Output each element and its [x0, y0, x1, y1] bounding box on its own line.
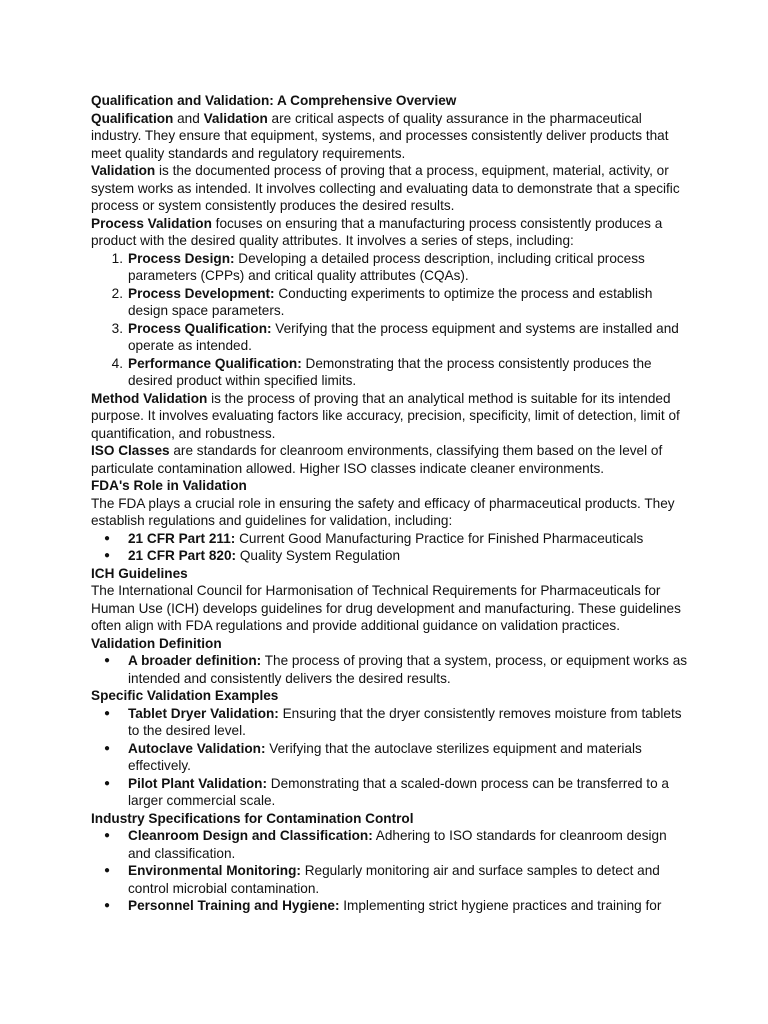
- list-item: [91, 355, 688, 390]
- ich-heading: ICH Guidelines: [91, 565, 188, 581]
- list-item-term: Process Qualification:: [128, 320, 272, 336]
- validation-paragraph: [91, 162, 688, 215]
- method-validation-paragraph: [91, 390, 688, 443]
- list-item: [91, 862, 688, 897]
- list-item-text: Demonstrating that a scaled-down process can be transferred to a larger commercial scale.: [128, 775, 669, 808]
- intro-bold-qualification: Qualification: [91, 110, 174, 126]
- bullet-icon: ●: [104, 830, 111, 841]
- list-item-text: Current Good Manufacturing Practice for Finished Pharmaceuticals: [235, 530, 644, 546]
- fda-heading: FDA's Role in Validation: [91, 478, 247, 493]
- intro-bold-validation: Validation: [203, 110, 268, 126]
- list-item-text: Verifying that the process equipment and systems are installed and operate as intended.: [128, 320, 679, 353]
- list-item-term: Cleanroom Design and Classification:: [128, 828, 373, 843]
- list-number: 4.: [111, 355, 123, 371]
- list-item-term: Environmental Monitoring:: [128, 863, 301, 878]
- document-title: Qualification and Validation: A Comprehensive Overview: [91, 93, 457, 108]
- list-item: [91, 827, 688, 862]
- list-item: [91, 285, 688, 320]
- list-item-term: A broader definition:: [128, 653, 262, 668]
- bullet-icon: ●: [104, 865, 111, 876]
- list-item-term: Pilot Plant Validation:: [128, 775, 267, 791]
- list-item: [91, 652, 688, 687]
- list-item-term: Autoclave Validation:: [128, 740, 266, 756]
- list-item-text: The process of proving that a system, process, or equipment works as intended and consistently delivers the desired results.: [128, 653, 688, 686]
- list-item-term: Performance Qualification:: [128, 355, 302, 371]
- iso-classes-term: ISO Classes: [91, 443, 170, 458]
- definition-list: [91, 652, 688, 687]
- contamination-list: [91, 827, 688, 915]
- bullet-icon: ●: [104, 532, 111, 544]
- list-item-term: Personnel Training and Hygiene:: [128, 898, 340, 913]
- bullet-icon: ●: [104, 550, 111, 561]
- list-item-text: Quality System Regulation: [236, 548, 401, 563]
- list-item-text: Ensuring that the dryer consistently removes moisture from tablets to the desired level.: [128, 705, 682, 738]
- method-validation-text: is the process of proving that an analytical method is suitable for its intended purpose. It involves evaluating factors like accuracy, precision, specificity, limit of detection, limit of quantification, and robustness.: [91, 390, 680, 441]
- bullet-icon: ●: [104, 742, 111, 754]
- iso-classes-paragraph: [91, 442, 688, 477]
- list-item: [91, 250, 688, 285]
- list-item: [91, 705, 688, 740]
- list-item-term: 21 CFR Part 820:: [128, 548, 237, 563]
- list-number: 1.: [111, 250, 123, 266]
- bullet-icon: ●: [104, 655, 111, 666]
- contamination-heading: Industry Specifications for Contamination Control: [91, 810, 414, 826]
- list-item-text: Developing a detailed process description, including critical process parameters (CPPs) and critical quality attributes (CQAs).: [128, 250, 645, 283]
- examples-list: [91, 705, 688, 810]
- process-validation-paragraph: [91, 215, 688, 250]
- list-item-term: Tablet Dryer Validation:: [128, 705, 279, 721]
- list-item-text: Implementing strict hygiene practices and training for: [339, 898, 662, 913]
- fda-paragraph: The FDA plays a crucial role in ensuring the safety and efficacy of pharmaceutical products. They establish regulations and guidelines for validation, including:: [91, 495, 675, 528]
- list-item-text: Verifying that the autoclave sterilizes equipment and materials effectively.: [128, 740, 642, 773]
- method-validation-term: Method Validation: [91, 390, 208, 406]
- list-number: 3.: [111, 320, 123, 336]
- intro-text-and: and: [173, 110, 204, 126]
- iso-classes-text: are standards for cleanroom environments, classifying them based on the level of particulate contamination allowed. Higher ISO classes indicate cleaner environments.: [91, 443, 663, 476]
- list-item-term: Process Development:: [128, 285, 275, 301]
- list-item: [91, 547, 688, 565]
- process-validation-term: Process Validation: [91, 215, 212, 231]
- ich-paragraph: The International Council for Harmonisation of Technical Requirements for Pharmaceuticals for Human Use (ICH) develops guidelines for drug development and manufacturing. These guidelines often align with FDA regulations and provide additional guidance on validation practices.: [91, 583, 681, 633]
- list-item-text: Demonstrating that the process consistently produces the desired product within specified limits.: [128, 355, 652, 388]
- list-item: [91, 897, 688, 915]
- bullet-icon: ●: [104, 900, 111, 911]
- list-item-text: Regularly monitoring air and surface samples to detect and control microbial contamination.: [128, 863, 660, 896]
- bullet-icon: ●: [104, 777, 111, 789]
- intro-text: are critical aspects of quality assurance in the pharmaceutical industry. They ensure that equipment, systems, and processes consistently deliver products that meet quality standards and regulatory requirements.: [91, 110, 669, 161]
- list-item-term: 21 CFR Part 211:: [128, 530, 236, 546]
- fda-list: [91, 530, 688, 565]
- list-item: [91, 740, 688, 775]
- list-item: [91, 320, 688, 355]
- validation-term: Validation: [91, 163, 156, 178]
- process-validation-text: focuses on ensuring that a manufacturing process consistently produces a product with the desired quality attributes. It involves a series of steps, including:: [91, 215, 663, 248]
- list-item-text: Adhering to ISO standards for cleanroom design and classification.: [128, 828, 667, 861]
- list-item-text: Conducting experiments to optimize the process and establish design space parameters.: [128, 285, 653, 318]
- validation-text: is the documented process of proving that a process, equipment, material, activity, or system works as intended. It involves collecting and evaluating data to demonstrate that a specific process or system consistently produces the desired results.: [91, 163, 680, 213]
- bullet-icon: ●: [104, 707, 111, 719]
- list-item: [91, 530, 688, 548]
- list-item: [91, 775, 688, 810]
- process-steps-list: [91, 250, 688, 390]
- list-item-term: Process Design:: [128, 250, 235, 266]
- examples-heading: Specific Validation Examples: [91, 688, 279, 703]
- list-number: 2.: [111, 285, 123, 301]
- intro-paragraph: [91, 110, 688, 163]
- definition-heading: Validation Definition: [91, 635, 222, 651]
